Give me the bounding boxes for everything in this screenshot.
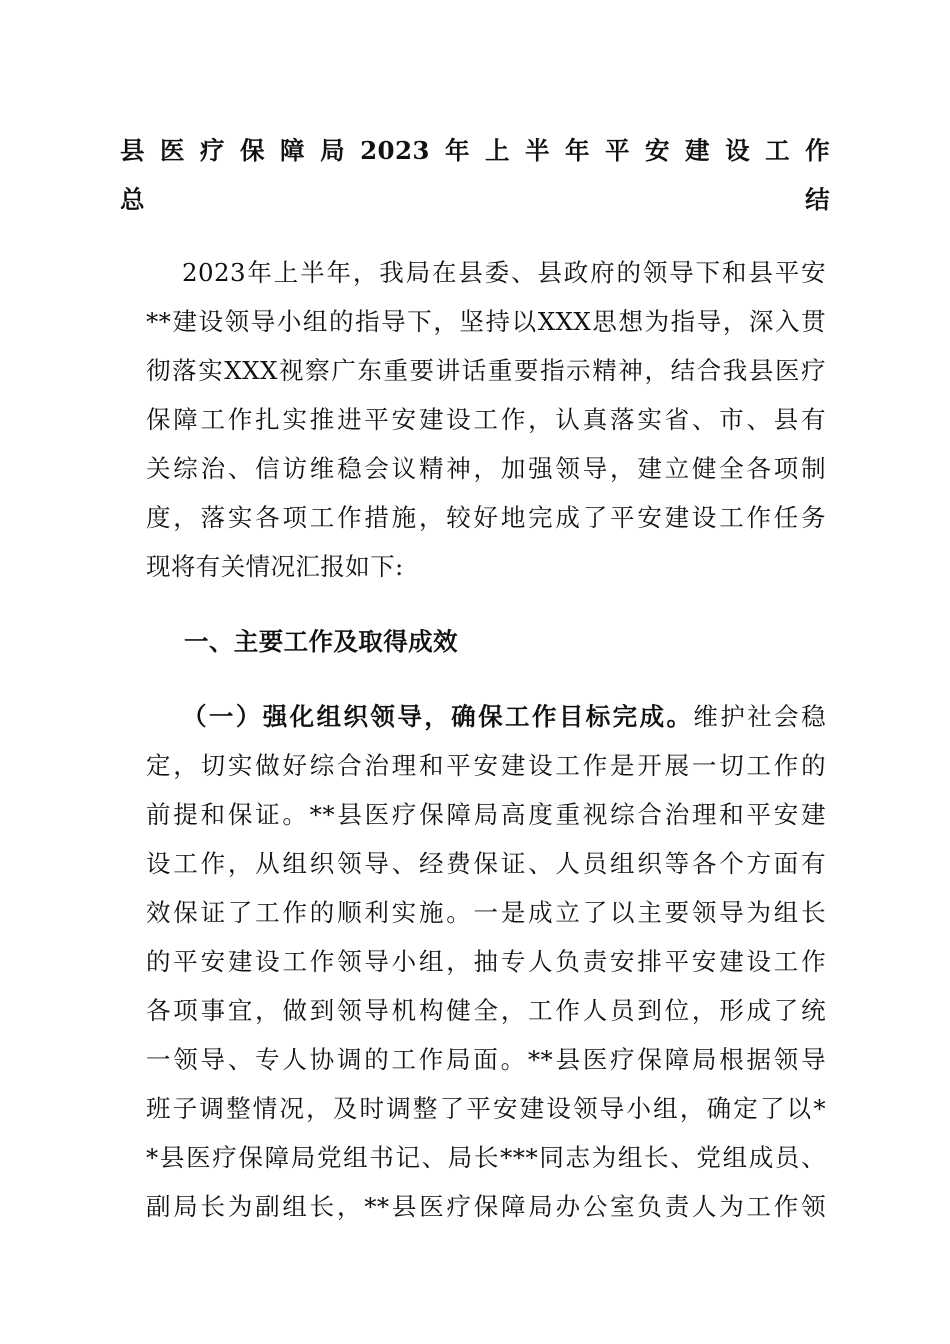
subsection-line: *县医疗保障局党组书记、局长***同志为组长、党组成员、 [146, 1143, 826, 1172]
subsection-paragraph [146, 692, 826, 1231]
intro-paragraph [146, 248, 826, 591]
document-title [120, 126, 830, 224]
intro-line: 保障工作扎实推进平安建设工作，认真落实省、市、县有 [146, 405, 826, 434]
subsection-heading: （一）强化组织领导，确保工作目标完成。 [182, 702, 694, 731]
section-heading: 一、主要工作及取得成效 [184, 627, 458, 656]
title-line-2: 总结 [120, 185, 830, 214]
subsection-first-line [146, 692, 826, 741]
subsection-line: 班子调整情况，及时调整了平安建设领导小组，确定了以* [146, 1094, 826, 1123]
subsection-line: 副局长为副组长，**县医疗保障局办公室负责人为工作领 [146, 1192, 826, 1221]
intro-line: 度，落实各项工作措施，较好地完成了平安建设工作任务 [146, 503, 826, 532]
intro-line: **建设领导小组的指导下，坚持以XXX思想为指导，深入贯 [146, 307, 826, 336]
subsection-line: 设工作，从组织领导、经费保证、人员组织等各个方面有 [146, 849, 826, 878]
subsection-line: 的平安建设工作领导小组，抽专人负责安排平安建设工作 [146, 947, 826, 976]
paragraph-gap [146, 591, 826, 617]
subsection-line: 一领导、专人协调的工作局面。**县医疗保障局根据领导 [146, 1045, 826, 1074]
subsection-first-line-text: 维护社会稳 [693, 702, 826, 731]
subsection-line: 效保证了工作的顺利实施。一是成立了以主要领导为组长 [146, 898, 826, 927]
subsection-line: 前提和保证。**县医疗保障局高度重视综合治理和平安建 [146, 800, 826, 829]
intro-line: 彻落实XXX视察广东重要讲话重要指示精神，结合我县医疗 [146, 356, 826, 385]
intro-line: 现将有关情况汇报如下: [146, 552, 404, 581]
document-body [146, 248, 826, 1231]
paragraph-gap [146, 666, 826, 692]
title-line-1: 县医疗保障局2023年上半年平安建设工作 [120, 136, 830, 165]
intro-line: 2023年上半年，我局在县委、县政府的领导下和县平安 [182, 258, 826, 287]
subsection-line: 各项事宜，做到领导机构健全，工作人员到位，形成了统 [146, 996, 826, 1025]
subsection-line: 定，切实做好综合治理和平安建设工作是开展一切工作的 [146, 751, 826, 780]
intro-line: 关综治、信访维稳会议精神，加强领导，建立健全各项制 [146, 454, 826, 483]
